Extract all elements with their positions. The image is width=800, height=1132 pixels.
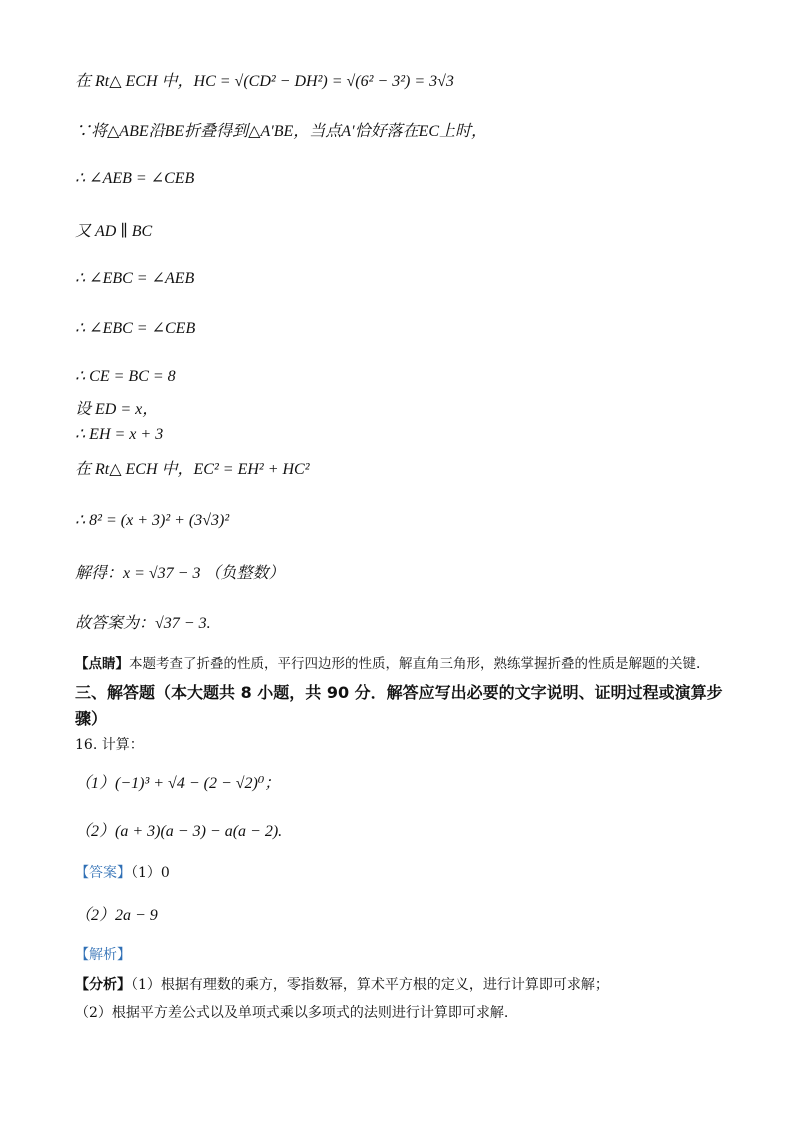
fenxi-tag: 【分析】 bbox=[75, 977, 131, 993]
solution-line: ∴ ∠EBC = ∠AEB bbox=[75, 270, 195, 287]
solution-line: 故答案为：√37 − 3. bbox=[75, 615, 211, 632]
answer-line-1 bbox=[75, 862, 170, 882]
solution-line: ∴ 8² = (x + 3)² + (3√3)² bbox=[75, 512, 230, 529]
analysis-text-1: （1）根据有理数的乘方，零指数幂，算术平方根的定义，进行计算即可求解； bbox=[131, 977, 609, 993]
comment-tag: 【点睛】 bbox=[75, 656, 129, 672]
solution-line: ∴ CE = BC = 8 bbox=[75, 368, 176, 385]
solution-line: ∴ ∠AEB = ∠CEB bbox=[75, 170, 195, 187]
section-heading: 三、解答题（本大题共 8 小题，共 90 分．解答应写出必要的文字说明、证明过程或演算步骤） bbox=[75, 683, 723, 728]
solution-line: ∴ ∠EBC = ∠CEB bbox=[75, 320, 196, 337]
solution-line: 在 Rt△ ECH 中，HC = √(CD² − DH²) = √(6² − 3²) = 3√3 bbox=[75, 73, 454, 90]
solution-line: 又 AD ∥ BC bbox=[75, 223, 153, 240]
analysis-line-1 bbox=[75, 974, 609, 994]
solution-line: ∵将△ABE沿BE折叠得到△A′BE，当点A′恰好落在EC上时， bbox=[75, 123, 488, 140]
solution-line: 解得：x = √37 − 3 （负整数） bbox=[75, 565, 285, 582]
solution-line: 在 Rt△ ECH 中，EC² = EH² + HC² bbox=[75, 461, 310, 478]
solution-line: ∴ EH = x + 3 bbox=[75, 426, 164, 443]
problem-part-2: （2）(a + 3)(a − 3) − a(a − 2). bbox=[75, 823, 283, 840]
analysis-line-2: （2）根据平方差公式以及单项式乘以多项式的法则进行计算即可求解. bbox=[75, 1005, 509, 1021]
problem-part-1: （1）(−1)³ + √4 − (2 − √2)⁰； bbox=[75, 775, 281, 792]
answer-part-2: （2）2a − 9 bbox=[75, 907, 158, 924]
solution-line: 设 ED = x， bbox=[75, 401, 159, 418]
problem-title: 16. 计算： bbox=[75, 737, 144, 753]
comment-line bbox=[75, 652, 700, 672]
answer-tag: 【答案】 bbox=[75, 865, 131, 881]
comment-text: 本题考查了折叠的性质，平行四边形的性质，解直角三角形，熟练掌握折叠的性质是解题的关键. bbox=[129, 656, 701, 672]
analysis-tag: 【解析】 bbox=[75, 947, 131, 963]
answer-part-1: （1）0 bbox=[131, 865, 170, 881]
